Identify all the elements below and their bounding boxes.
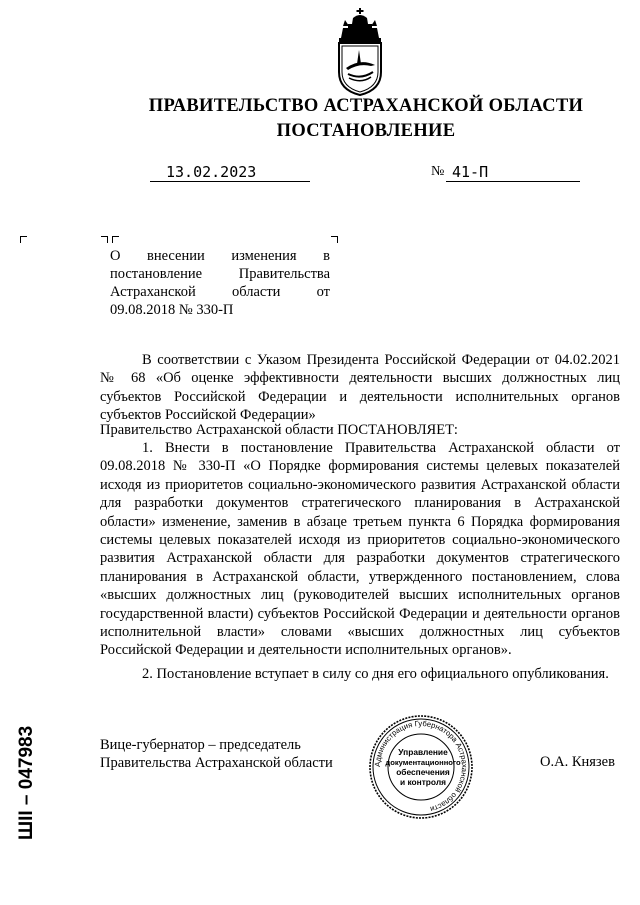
position-line-1: Вице-губернатор – председатель — [100, 737, 301, 753]
seal-line-1: Управление — [398, 747, 448, 757]
serial-text: ШII – 047983 — [16, 725, 37, 840]
seal-line-3: обеспечения — [396, 767, 450, 777]
signatory-name: О.А. Князев — [540, 754, 615, 770]
document-subject: О внесении изменения в постановление Правительства Астраханской области от 09.08.2018 № 330-П — [110, 248, 330, 318]
preamble-paragraph: В соответствии с Указом Президента Российской Федерации от 04.02.2021 № 68 «Об оценке эффективности деятельности высших должностных лиц субъектов Российской Федерации и деятельности исполнительных органов субъектов Российской Федерации» — [100, 352, 620, 424]
document-type: ПОСТАНОВЛЕНИЕ — [276, 121, 456, 141]
seal-line-2: документационного — [385, 758, 461, 767]
seal-line-4: и контроля — [399, 777, 447, 787]
serial-number — [8, 724, 40, 840]
document-number: 41-П — [452, 163, 489, 181]
corner-mark — [331, 236, 338, 243]
signatory-position — [100, 736, 333, 772]
document-date: 13.02.2023 — [166, 163, 257, 181]
number-underline — [446, 181, 580, 182]
item-1-paragraph: 1. Внести в постановление Правительства Астраханской области от 09.08.2018 № 330-П «О Порядке формирования системы целевых показателей исходя из приоритетов социально-экономического развития Астраханской области для разработки документов стратегического планирования в Астраханской области» изменение, заменив в абзаце третьем пункта 6 Порядка формирования системы целевых показателей исходя из приоритетов социально-экономического развития Астраханской области для разработки документов стратегического планирования в Астраханской области, утвержденного постановлением, слова «высших должностных лиц (руководителей высших исполнительных органов государственной власти) субъектов Российской Федерации и деятельности органов исполнительной власти» словами «высших должностных лиц субъектов Российской Федерации и деятельности исполнительных органов». — [100, 440, 620, 659]
item-2-paragraph: 2. Постановление вступает в силу со дня его официального опубликования. — [142, 666, 609, 682]
number-sign: № — [431, 164, 445, 179]
date-underline — [150, 181, 310, 182]
corner-mark — [112, 236, 119, 243]
corner-mark — [101, 236, 108, 243]
resolves-paragraph: Правительство Астраханской области ПОСТАНОВЛЯЕТ: — [100, 422, 458, 438]
coat-of-arms-icon — [335, 8, 385, 96]
position-line-2: Правительства Астраханской области — [100, 755, 333, 771]
official-seal-icon — [368, 713, 474, 821]
corner-mark — [20, 236, 27, 243]
seal-ring-text: Администрация Губернатора Астраханской области — [372, 718, 470, 814]
organization-title: ПРАВИТЕЛЬСТВО АСТРАХАНСКОЙ ОБЛАСТИ — [148, 96, 584, 116]
